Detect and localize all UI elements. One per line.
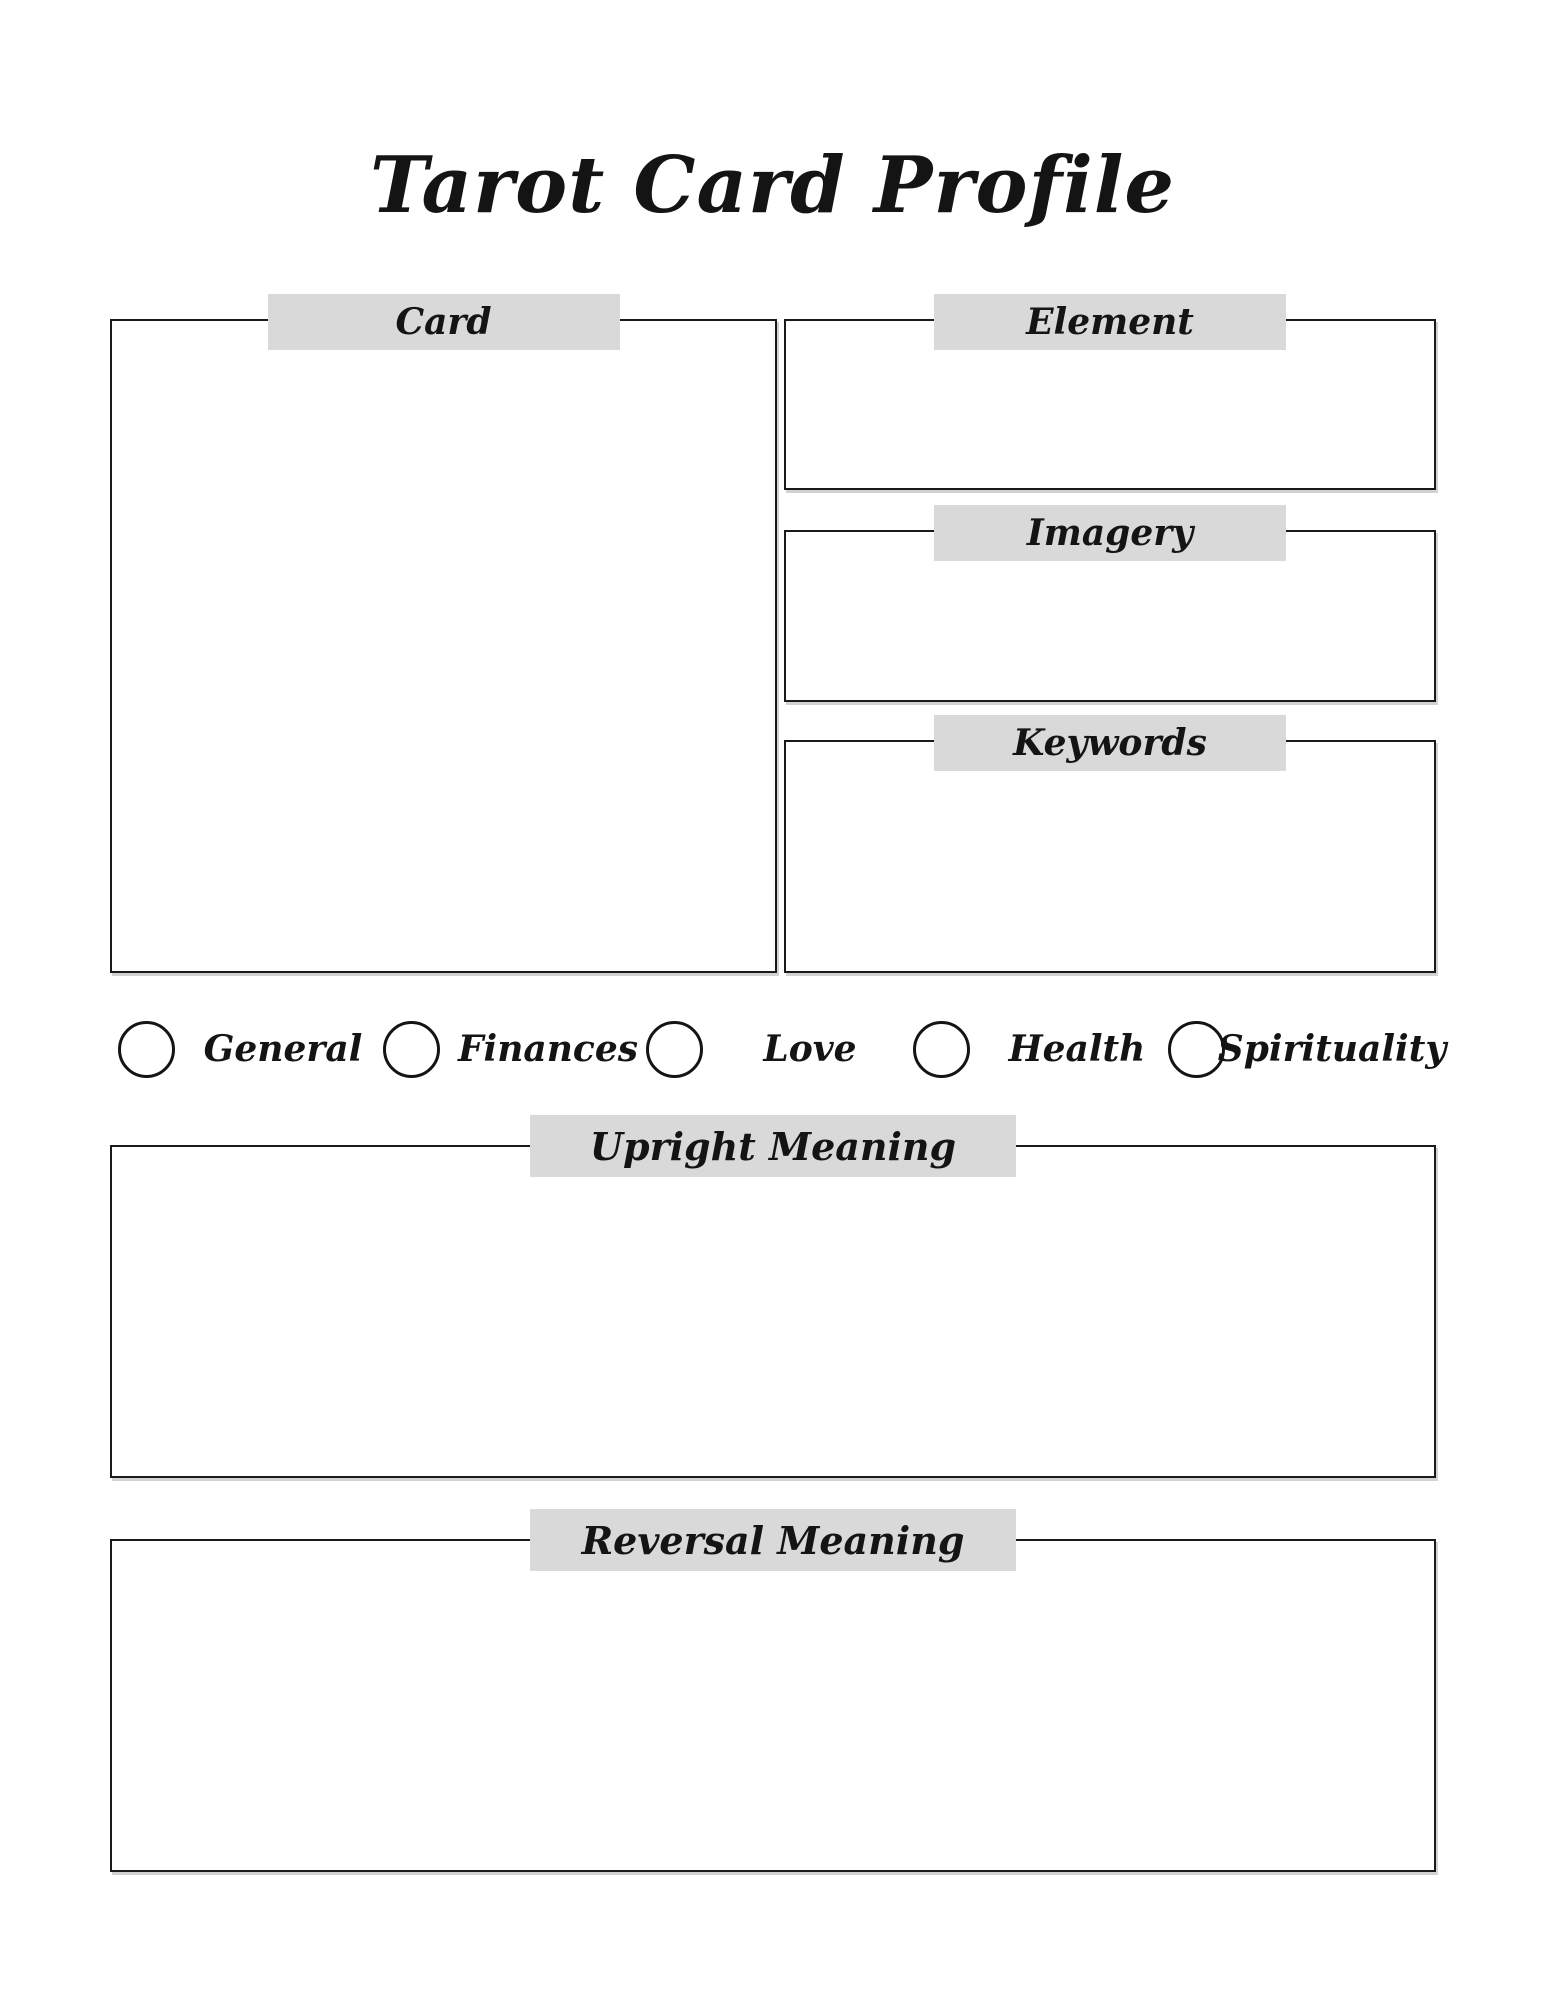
category-circle-general[interactable] [118,1021,175,1078]
reversal-meaning-label: Reversal Meaning [530,1509,1016,1571]
category-label-spirituality: Spirituality [1217,1028,1447,1070]
keywords-section [784,722,1436,973]
card-section [110,301,777,973]
imagery-section [784,512,1436,702]
keywords-section-label: Keywords [934,715,1286,771]
category-circle-love[interactable] [646,1021,703,1078]
reversal-meaning-section [110,1517,1436,1872]
category-circle-spirituality[interactable] [1168,1021,1225,1078]
page-title: Tarot Card Profile [369,140,1176,232]
category-label-health: Health [1008,1028,1146,1070]
imagery-section-label: Imagery [934,505,1286,561]
card-input-area[interactable] [112,321,775,971]
upright-meaning-label: Upright Meaning [530,1115,1016,1177]
element-section-label: Element [934,294,1286,350]
category-circle-finances[interactable] [383,1021,440,1078]
card-section-label: Card [268,294,620,350]
category-circle-health[interactable] [913,1021,970,1078]
upright-meaning-section [110,1123,1436,1478]
element-section [784,301,1436,490]
upright-meaning-input-area[interactable] [112,1147,1434,1476]
reversal-meaning-input-area[interactable] [112,1541,1434,1870]
keywords-input-area[interactable] [786,742,1434,971]
category-label-finances: Finances [458,1028,638,1070]
category-label-love: Love [763,1028,857,1070]
category-label-general: General [203,1028,363,1070]
